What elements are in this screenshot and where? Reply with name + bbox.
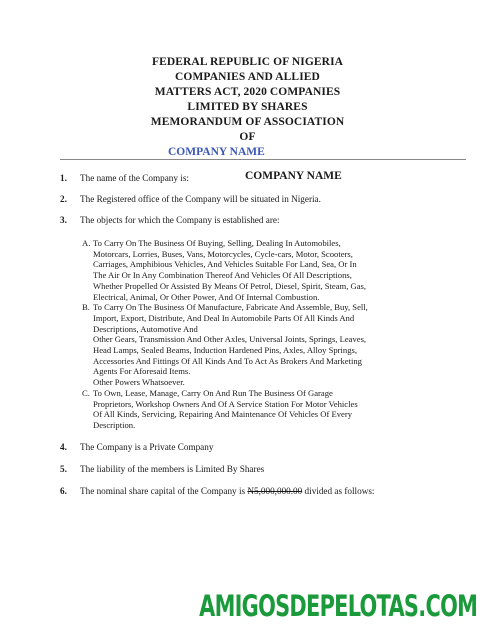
objects-list — [82, 238, 422, 431]
clause-1 — [60, 170, 342, 185]
object-letter: C. — [82, 387, 90, 398]
header-line: MEMORANDUM OF ASSOCIATION — [150, 116, 345, 128]
clause-3 — [60, 215, 280, 227]
clause-2 — [60, 194, 321, 206]
clause-number: 2. — [60, 194, 67, 204]
clause-number: 4. — [60, 442, 67, 452]
clause-4 — [60, 442, 213, 454]
object-line: Descriptions, Automotive And — [93, 323, 198, 334]
heading-rule — [60, 159, 466, 160]
object-line: Accessories And Fittings Of All Kinds And To Act As Brokers And Marketing — [93, 355, 362, 366]
watermark-logo: AMIGOSDEPELOTAS.COM — [198, 589, 477, 623]
header-line: OF — [239, 131, 256, 143]
object-item-c — [82, 388, 422, 431]
object-letter: B. — [82, 302, 90, 313]
object-line: Other Gears, Transmission And Other Axles, Universal Joints, Springs, Leaves, — [93, 334, 367, 345]
company-name-value: COMPANY NAME — [245, 170, 342, 182]
clause-text: The liability of the members is Limited By Shares — [80, 464, 265, 474]
object-line: Head Lamps, Sealed Beams, Induction Hardened Pins, Axles, Alloy Springs, — [93, 345, 357, 356]
object-item-b — [82, 302, 422, 388]
document-header — [0, 55, 495, 145]
company-name-heading: COMPANY NAME — [168, 146, 265, 158]
header-line: LIMITED BY SHARES — [187, 101, 308, 113]
header-line: COMPANIES AND ALLIED — [175, 71, 320, 83]
object-line: Whether Propelled Or Assisted By Means Of Petrol, Diesel, Spirit, Steam, Gas, — [93, 280, 367, 291]
object-line: The Air Or In Any Combination Thereof And Vehicles Of All Descriptions, — [93, 270, 352, 281]
object-line: To Carry On The Business Of Manufacture, Fabricate And Assemble, Buy, Sell, — [93, 302, 368, 313]
object-line: Electrical, Animal, Or Other Power, And Of Internal Combustion. — [93, 291, 320, 302]
object-line: Motorcars, Lorries, Buses, Vans, Motorcycles, Cycle-cars, Motor, Scooters, — [93, 248, 353, 259]
object-line: Other Powers Whatsoever. — [93, 377, 185, 388]
object-line: Proprietors, Workshop Owners And Of A Service Station For Motor Vehicles — [93, 398, 358, 409]
object-line: Carriages, Amphibious Vehicles, And Vehicles Suitable For Land, Sea, Or In — [93, 259, 357, 270]
object-item-a — [82, 238, 422, 302]
clause-text: The nominal share capital of the Company is — [80, 486, 248, 496]
object-letter: A. — [82, 238, 91, 248]
object-line: Agents For Aforesaid Items. — [93, 366, 191, 377]
clause-text: The name of the Company is: — [80, 173, 189, 183]
clause-text: The Registered office of the Company will be situated in Nigeria. — [80, 194, 321, 204]
object-line: Import, Export, Distribute, And Deal In Automobile Parts Of All Kinds And — [93, 312, 355, 323]
object-line: Description. — [93, 419, 136, 430]
clause-number: 6. — [60, 486, 67, 496]
object-line: To Carry On The Business Of Buying, Selling, Dealing In Automobiles, — [93, 238, 341, 248]
header-line: MATTERS ACT, 2020 COMPANIES — [154, 86, 341, 98]
clause-text: divided as follows: — [302, 486, 375, 496]
header-line: FEDERAL REPUBLIC OF NIGERIA — [151, 56, 344, 68]
clause-text: The Company is a Private Company — [80, 442, 214, 452]
clause-number: 3. — [60, 215, 67, 225]
clause-number: 1. — [60, 173, 67, 183]
share-capital-amount: N5,000,000.00 — [247, 486, 303, 496]
clause-number: 5. — [60, 464, 67, 474]
object-line: To Own, Lease, Manage, Carry On And Run The Business Of Garage — [93, 387, 333, 398]
clause-6 — [60, 486, 374, 498]
object-line: Of All Kinds, Servicing, Repairing And Maintenance Of Vehicles Of Every — [93, 409, 353, 420]
clause-text: The objects for which the Company is established are: — [80, 215, 280, 225]
clause-5 — [60, 464, 264, 476]
